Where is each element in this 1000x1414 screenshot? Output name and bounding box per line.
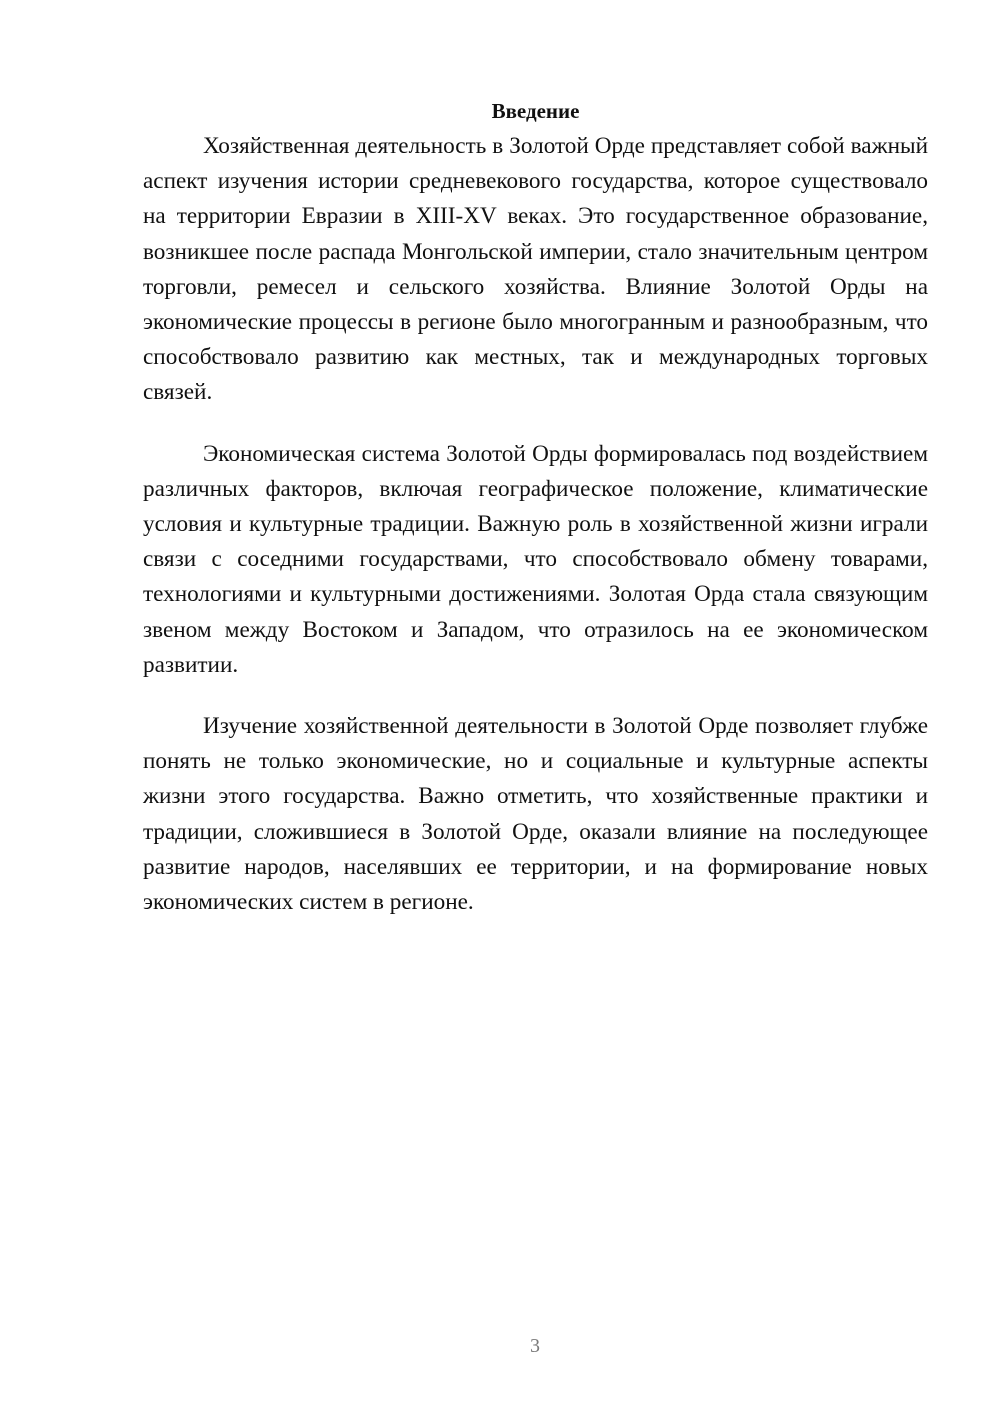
paragraph-1: Хозяйственная деятельность в Золотой Орде представляет собой важный аспект изучения истории средневекового государства, которое существовало на территории Евразии в XIII-XV веках. Это государственное образование, возникшее после распада Монгольской империи, стало значительным центром торговли, ремесел и сельского хозяйства. Влияние Золотой Орды на экономические процессы в регионе было многогранным и разнообразным, что способствовало развитию как местных, так и международных торговых связей. (143, 133, 928, 406)
paragraph-3: Изучение хозяйственной деятельности в Золотой Орде позволяет глубже понять не только экономические, но и социальные и культурные аспекты жизни этого государства. Важно отметить, что хозяйственные практики и традиции, сложившиеся в Золотой Орде, оказали влияние на последующее развитие народов, населявших ее территории, и на формирование новых экономических систем в регионе. (143, 713, 928, 916)
page-content (143, 94, 928, 946)
page-number: 3 (530, 1335, 540, 1357)
page-title: Введение (491, 99, 580, 123)
paragraph-2: Экономическая система Золотой Орды формировалась под воздействием различных факторов, включая географическое положение, климатические условия и культурные традиции. Важную роль в хозяйственной жизни играли связи с соседними государствами, что способствовало обмену товарами, технологиями и культурными достижениями. Золотая Орда стала связующим звеном между Востоком и Западом, что отразилось на ее экономическом развитии. (143, 440, 928, 678)
